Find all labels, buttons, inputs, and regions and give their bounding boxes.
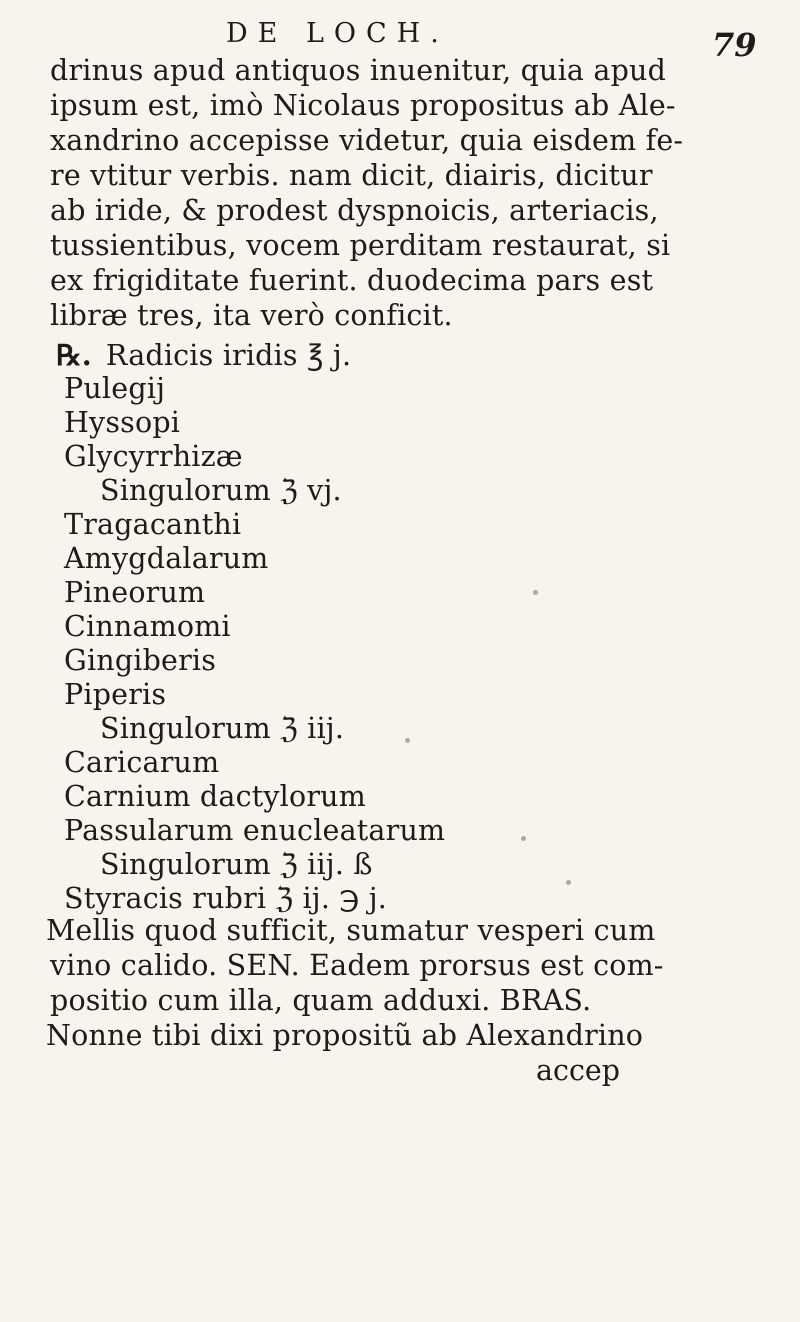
recipe-line: Singulorum ℨ vj. [100, 474, 342, 507]
ink-speck [566, 880, 571, 885]
recipe-line: Tragacanthi [64, 508, 242, 541]
recipe-line: Glycyrrhizæ [64, 440, 243, 473]
recipe-line: Cinnamomi [64, 610, 231, 643]
body-line: positio cum illa, quam adduxi. BRAS. [50, 984, 592, 1017]
recipe-line: Hyssopi [64, 406, 181, 439]
body-line: Mellis quod sufficit, sumatur vesperi cum [46, 914, 656, 947]
recipe-line: Singulorum ℨ iij. ß [100, 848, 373, 881]
body-line: re vtitur verbis. nam dicit, diairis, dicitur [50, 159, 653, 192]
recipe-line: Caricarum [64, 746, 220, 779]
recipe-mark: ℞. [56, 338, 92, 372]
body-line: ipsum est, imò Nicolaus propositus ab Ale- [50, 89, 676, 122]
ink-speck [405, 738, 410, 743]
body-line: ab iride, & prodest dyspnoicis, arteriacis, [50, 194, 659, 227]
recipe-line: Passularum enucleatarum [64, 814, 446, 847]
running-title: DE LOCH. [226, 18, 449, 49]
recipe-line: Pulegij [64, 372, 166, 405]
recipe-line: Gingiberis [64, 644, 217, 677]
catchword: accep [536, 1054, 621, 1087]
recipe-line: Styracis rubri ℨ ij. ℈ j. [64, 882, 388, 915]
body-line: xandrino accepisse videtur, quia eisdem fe- [50, 124, 684, 157]
body-line: ex frigiditate fuerint. duodecima pars est [50, 264, 654, 297]
body-line: vino calido. SEN. Eadem prorsus est com- [50, 949, 664, 982]
ink-speck [533, 590, 538, 595]
body-line: drinus apud antiquos inuenitur, quia apud [50, 54, 667, 87]
page-number: 79 [712, 26, 757, 64]
recipe-line: Singulorum ℨ iij. [100, 712, 345, 745]
body-line: libræ tres, ita verò conficit. [50, 299, 453, 332]
recipe-line: Piperis [64, 678, 167, 711]
body-line: Nonne tibi dixi propositũ ab Alexandrino [46, 1019, 644, 1052]
recipe-first-line [56, 338, 351, 373]
recipe-line: Amygdalarum [64, 542, 269, 575]
recipe-line: Radicis iridis ℥ j. [105, 339, 352, 372]
recipe-line: Pineorum [64, 576, 206, 609]
body-line: tussientibus, vocem perditam restaurat, si [50, 229, 671, 262]
recipe-line: Carnium dactylorum [64, 780, 366, 813]
ink-speck [521, 836, 526, 841]
